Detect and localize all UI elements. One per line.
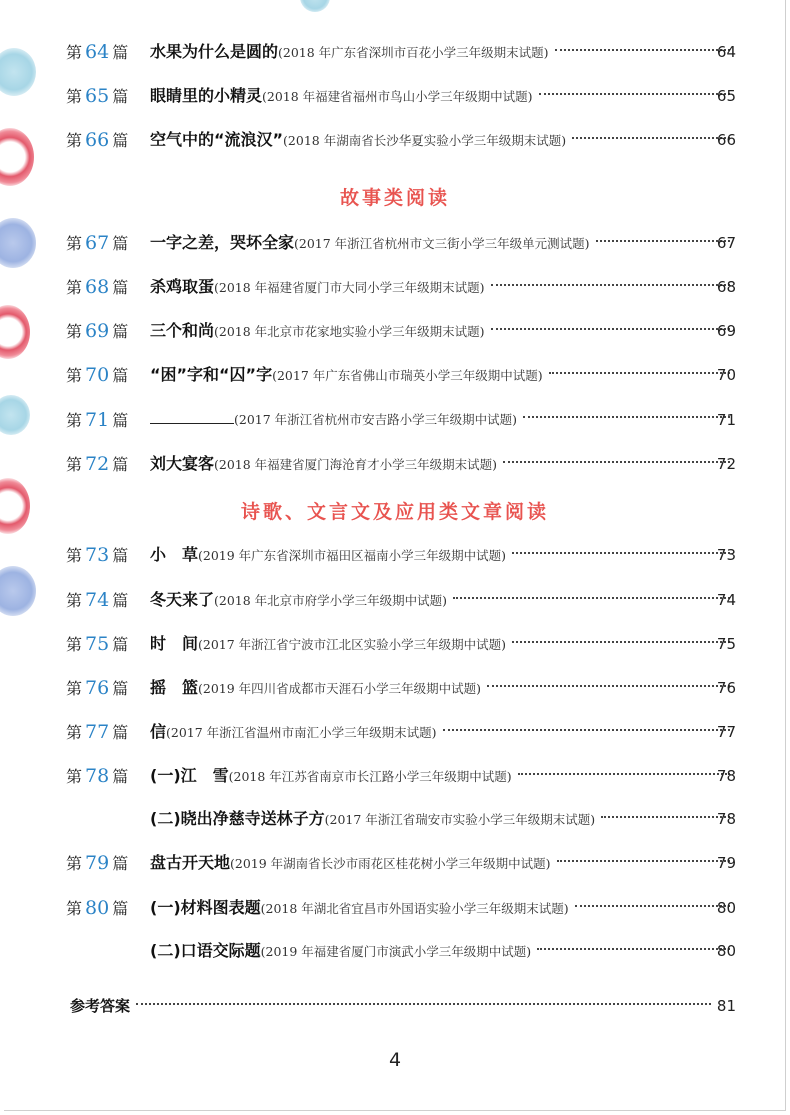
entry-title: (二)晓出净慈寺送林子方 bbox=[150, 809, 325, 828]
entry-source: (2019 年广东省深圳市福田区福南小学三年级期中试题) bbox=[198, 548, 507, 563]
dot-leader bbox=[491, 284, 730, 286]
entry-source: (2018 年福建省福州市鸟山小学三年级期中试题) bbox=[262, 89, 533, 104]
entry-source: (2017 年浙江省瑞安市实验小学三年级期末试题) bbox=[324, 812, 596, 827]
page-number: 74 bbox=[716, 591, 736, 609]
page-number: 72 bbox=[716, 455, 736, 473]
entry-number: 第 74 篇 bbox=[66, 589, 129, 611]
entry-title: 摇 篮 bbox=[150, 678, 199, 697]
toc-entry[interactable] bbox=[0, 82, 790, 110]
page-number: 64 bbox=[716, 43, 736, 61]
toc-entry[interactable] bbox=[0, 805, 790, 833]
page-number: 71 bbox=[716, 411, 736, 429]
toc-entry[interactable] bbox=[0, 674, 790, 702]
dot-leader bbox=[487, 685, 730, 687]
toc-entry[interactable] bbox=[0, 541, 790, 569]
entry-title: 眼睛里的小精灵 bbox=[150, 86, 263, 105]
entry-number: 第 64 篇 bbox=[66, 41, 129, 63]
entry-number: 第 76 篇 bbox=[66, 677, 129, 699]
entry-number: 第 71 篇 bbox=[66, 409, 129, 431]
entry-number: 第 68 篇 bbox=[66, 276, 129, 298]
entry-number: 第 72 篇 bbox=[66, 453, 129, 475]
dot-leader bbox=[575, 905, 730, 907]
toc-entry[interactable] bbox=[0, 361, 790, 389]
entry-title: 空气中的“流浪汉” bbox=[150, 130, 284, 149]
entry-source: (2018 年北京市府学小学三年级期中试题) bbox=[214, 593, 448, 608]
entry-source: (2017 年浙江省宁波市江北区实验小学三年级期中试题) bbox=[198, 637, 507, 652]
entry-source: (2019 年四川省成都市天涯石小学三年级期中试题) bbox=[198, 681, 482, 696]
answers-entry[interactable] bbox=[70, 992, 736, 1020]
dot-leader bbox=[596, 240, 730, 242]
entry-source: (2018 年福建省厦门市大同小学三年级期末试题) bbox=[214, 280, 485, 295]
toc-entry[interactable] bbox=[0, 450, 790, 478]
toc-entry[interactable] bbox=[0, 894, 790, 922]
entry-title: 时 间 bbox=[150, 634, 199, 653]
dot-leader bbox=[555, 49, 730, 51]
dot-leader bbox=[539, 93, 730, 95]
page-number: 68 bbox=[716, 278, 736, 296]
entry-number: 第 75 篇 bbox=[66, 633, 129, 655]
entry-source: (2017 年浙江省杭州市文三街小学三年级单元测试题) bbox=[294, 236, 590, 251]
entry-source: (2018 年湖南省长沙华夏实验小学三年级期末试题) bbox=[283, 133, 567, 148]
dot-leader bbox=[518, 773, 730, 775]
entry-source: (2018 年广东省深圳市百花小学三年级期末试题) bbox=[278, 45, 549, 60]
dot-leader bbox=[537, 948, 730, 950]
entry-title: 杀鸡取蛋 bbox=[150, 277, 215, 296]
entry-title: 水果为什么是圆的 bbox=[150, 42, 279, 61]
toc-entry[interactable] bbox=[0, 630, 790, 658]
dot-leader bbox=[453, 597, 730, 599]
dot-leader bbox=[572, 137, 730, 139]
page-number: 66 bbox=[716, 131, 736, 149]
dot-leader bbox=[601, 816, 730, 818]
entry-source: (2017 年浙江省温州市南汇小学三年级期末试题) bbox=[166, 725, 437, 740]
dot-leader bbox=[549, 372, 730, 374]
page-number: 69 bbox=[716, 322, 736, 340]
entry-number: 第 73 篇 bbox=[66, 544, 129, 566]
entry-number: 第 65 篇 bbox=[66, 85, 129, 107]
entry-source: (2019 年福建省厦门市演武小学三年级期中试题) bbox=[260, 944, 532, 959]
toc-entry[interactable] bbox=[0, 718, 790, 746]
page-number: 77 bbox=[716, 723, 736, 741]
page-number: 76 bbox=[716, 679, 736, 697]
toc-entry[interactable] bbox=[0, 406, 790, 434]
entry-number: 第 67 篇 bbox=[66, 232, 129, 254]
section-heading: 故事类阅读 bbox=[339, 187, 450, 209]
entry-number: 第 80 篇 bbox=[66, 897, 129, 919]
dot-leader bbox=[136, 1003, 711, 1005]
entry-title: 一字之差，哭坏全家 bbox=[150, 233, 295, 252]
dot-leader bbox=[491, 328, 730, 330]
toc-entry[interactable] bbox=[0, 126, 790, 154]
page-number: 78 bbox=[716, 767, 736, 785]
entry-source: (2018 年江苏省南京市长江路小学三年级期中试题) bbox=[228, 769, 512, 784]
entry-source: (2018 年北京市花家地实验小学三年级期末试题) bbox=[214, 324, 485, 339]
entry-source: (2017 年浙江省杭州市安吉路小学三年级期中试题) bbox=[234, 412, 518, 427]
toc-entry[interactable] bbox=[0, 38, 790, 66]
toc-entry[interactable] bbox=[0, 317, 790, 345]
entry-title: 信 bbox=[150, 722, 167, 741]
page-number: 78 bbox=[716, 810, 736, 828]
toc-entry[interactable] bbox=[0, 229, 790, 257]
entry-number: 第 70 篇 bbox=[66, 364, 129, 386]
entry-title: 冬天来了 bbox=[150, 590, 215, 609]
page-number: 80 bbox=[716, 942, 736, 960]
entry-title: (一)材料图表题 bbox=[150, 898, 261, 917]
dot-leader bbox=[523, 416, 730, 418]
entry-title: 小 草 bbox=[150, 545, 199, 564]
page-number: 73 bbox=[716, 546, 736, 564]
entry-number: 第 77 篇 bbox=[66, 721, 129, 743]
entry-number: 第 78 篇 bbox=[66, 765, 129, 787]
entry-source: (2019 年湖南省长沙市雨花区桂花树小学三年级期中试题) bbox=[230, 856, 551, 871]
toc-entry[interactable] bbox=[0, 937, 790, 965]
answers-title: 参考答案 bbox=[70, 997, 131, 1015]
folio-page-number: 4 bbox=[388, 1049, 402, 1071]
page-number: 80 bbox=[716, 899, 736, 917]
entry-source: (2018 年湖北省宜昌市外国语实验小学三年级期末试题) bbox=[260, 901, 569, 916]
entry-title: 盘古开天地 bbox=[150, 853, 231, 872]
toc-entry[interactable] bbox=[0, 762, 790, 790]
dot-leader bbox=[503, 461, 730, 463]
title-blank-line bbox=[150, 409, 234, 424]
toc-entry[interactable] bbox=[0, 849, 790, 877]
page-number: 65 bbox=[716, 87, 736, 105]
entry-source: (2017 年广东省佛山市瑞英小学三年级期中试题) bbox=[272, 368, 543, 383]
page-number: 79 bbox=[716, 854, 736, 872]
entry-number: 第 69 篇 bbox=[66, 320, 129, 342]
entry-title: “困”字和“囚”字 bbox=[150, 365, 273, 384]
page-number: 67 bbox=[716, 234, 736, 252]
dot-leader bbox=[557, 860, 730, 862]
dot-leader bbox=[512, 641, 730, 643]
toc-entry[interactable] bbox=[0, 586, 790, 614]
entry-source: (2018 年福建省厦门海沧育才小学三年级期末试题) bbox=[214, 457, 498, 472]
dot-leader bbox=[443, 729, 730, 731]
toc-entry[interactable] bbox=[0, 273, 790, 301]
entry-title: (一)江 雪 bbox=[150, 766, 229, 785]
entry-title: (二)口语交际题 bbox=[150, 941, 261, 960]
entry-number: 第 66 篇 bbox=[66, 129, 129, 151]
entry-number: 第 79 篇 bbox=[66, 852, 129, 874]
entry-title: 三个和尚 bbox=[150, 321, 215, 340]
dot-leader bbox=[512, 552, 730, 554]
page-number: 81 bbox=[716, 997, 736, 1015]
page-number: 75 bbox=[716, 635, 736, 653]
section-heading: 诗歌、文言文及应用类文章阅读 bbox=[240, 501, 549, 523]
entry-title: 刘大宴客 bbox=[150, 454, 215, 473]
page-number: 70 bbox=[716, 366, 736, 384]
